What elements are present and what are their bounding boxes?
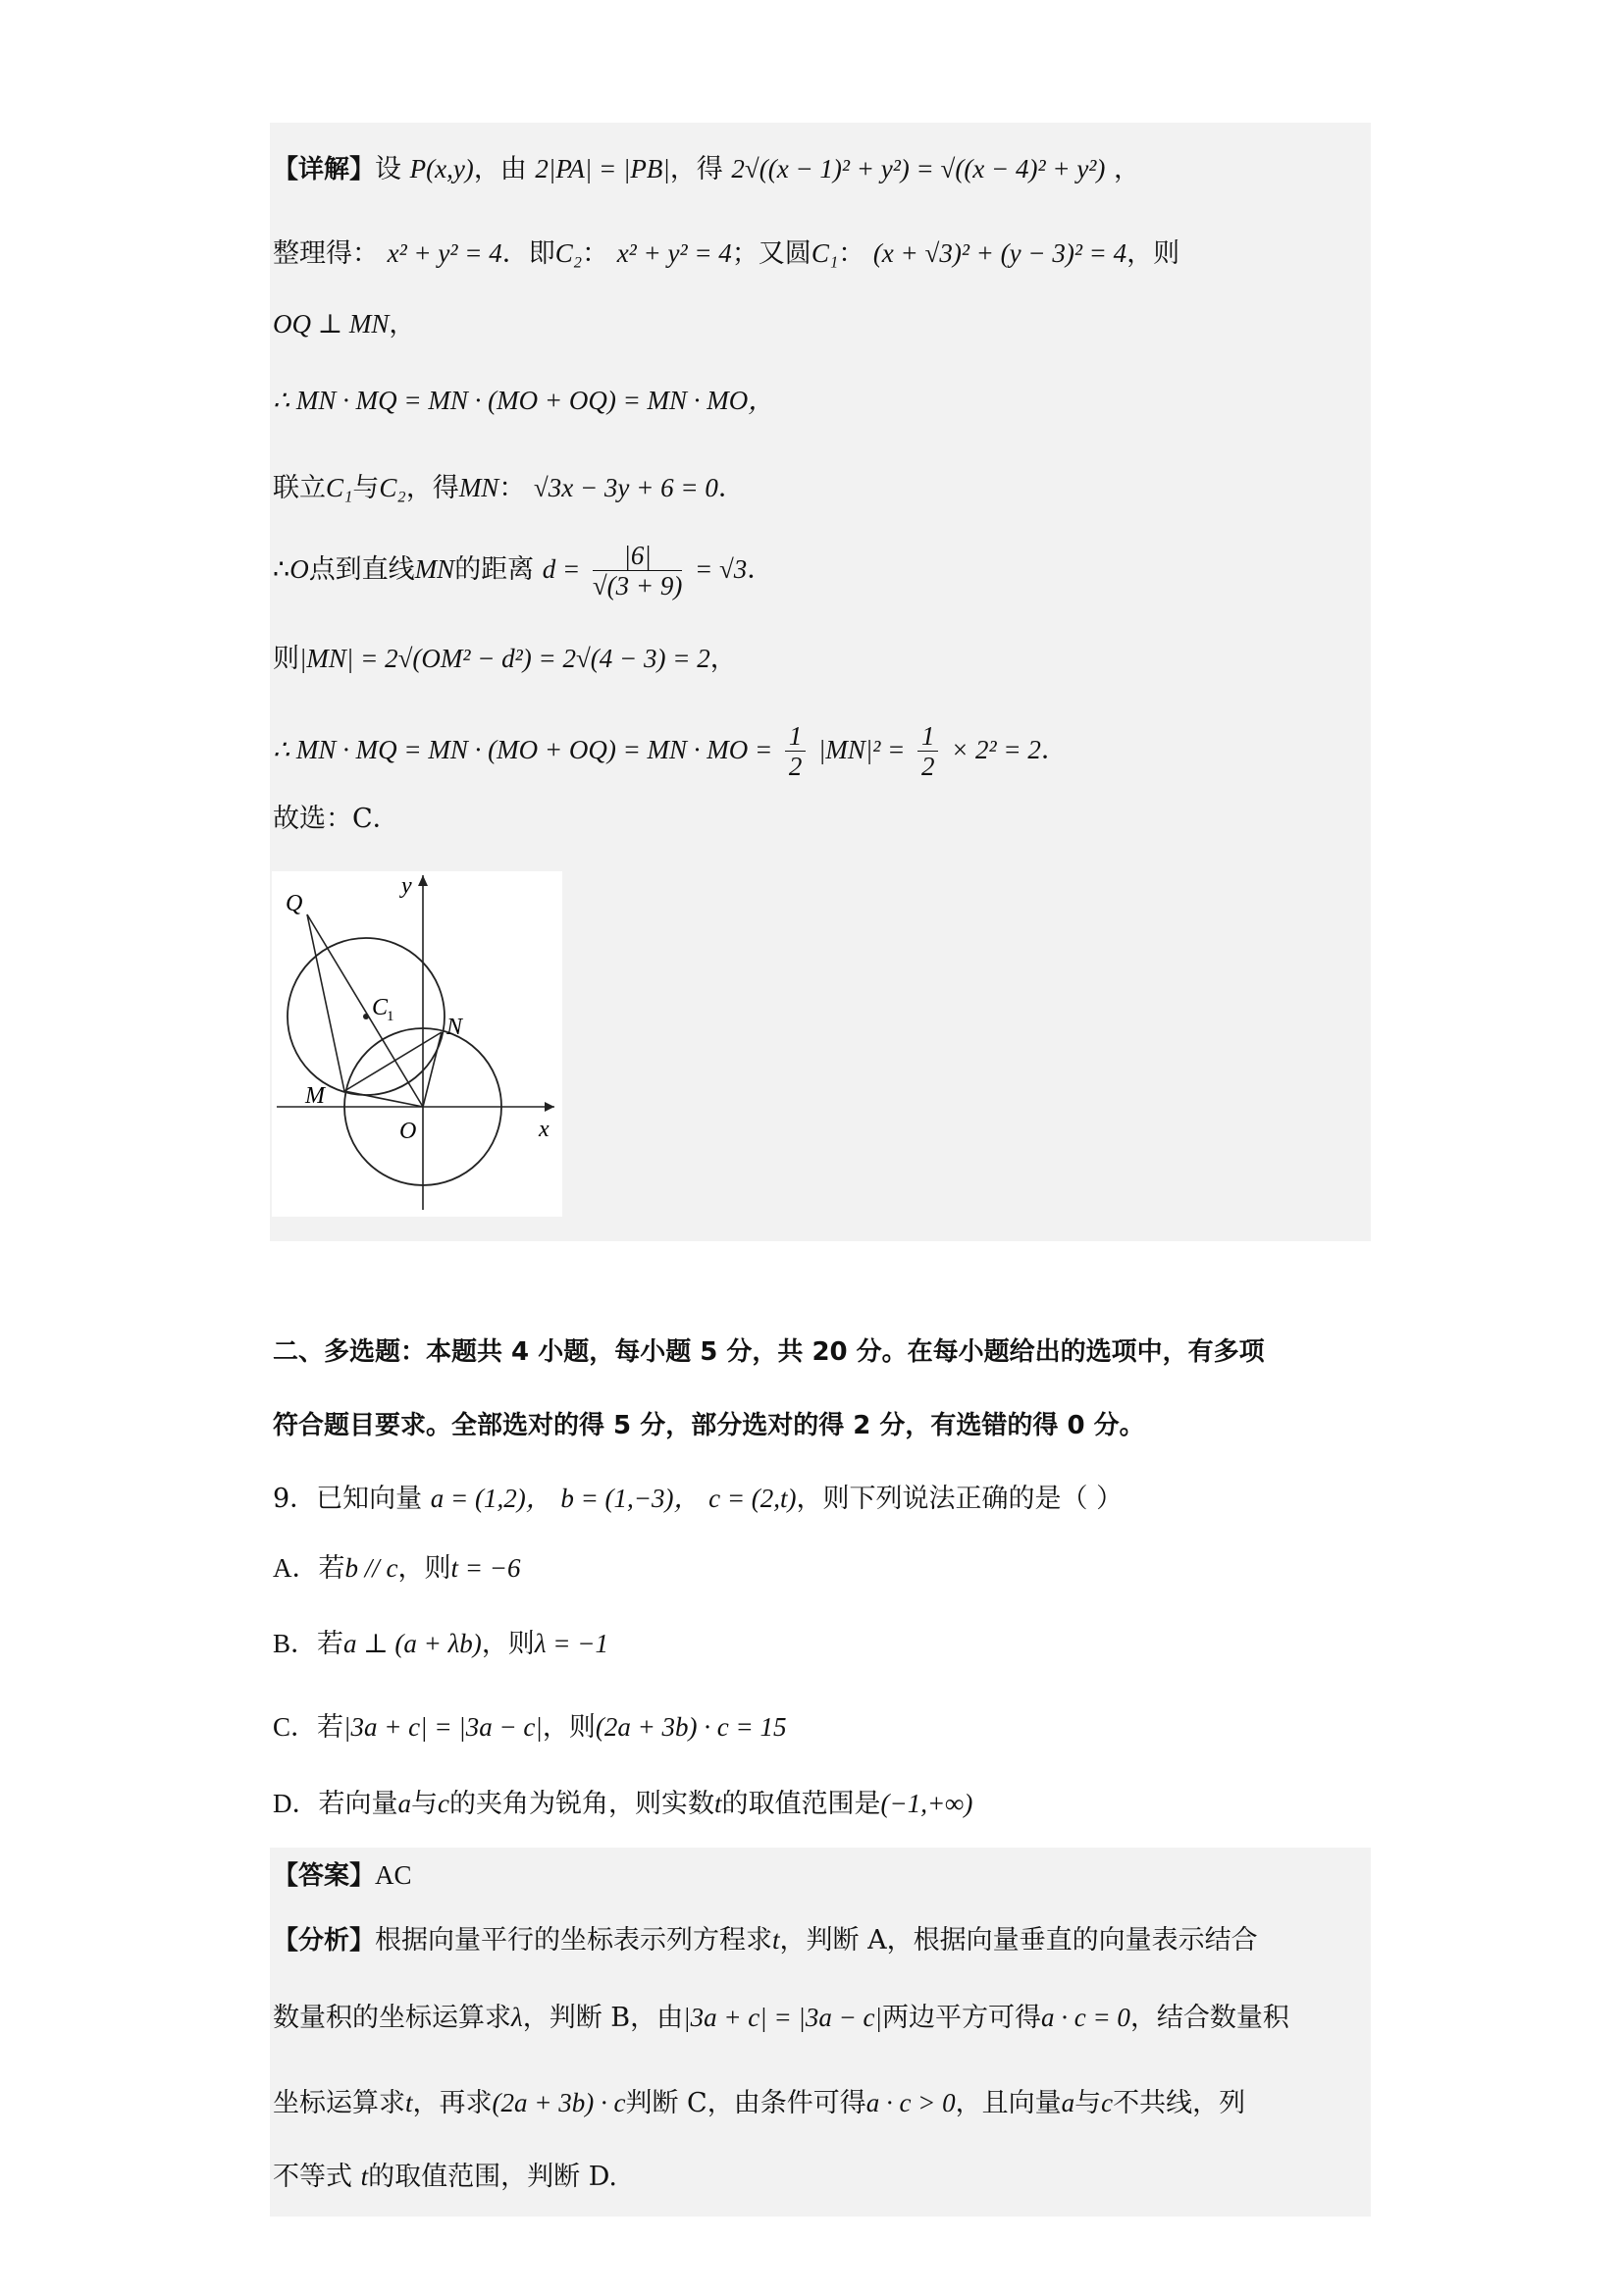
segment-NO: [423, 1032, 442, 1107]
solution-line-7: 则|MN| = 2√(OM² − d²) = 2√(4 − 3) = 2，: [273, 644, 737, 674]
section2-heading-1: 二、多选题：本题共 4 小题，每小题 5 分，共 20 分。在每小题给出的选项中，有多项: [273, 1337, 1265, 1367]
label-C1: C: [372, 995, 389, 1020]
option-B: B．若a ⊥ (a + λb)，则λ = −1: [273, 1629, 608, 1659]
y-axis-arrow: [418, 875, 428, 886]
label-M: M: [305, 1083, 325, 1109]
segment-QM: [307, 914, 344, 1091]
vector-product-line: ∴ MN · MQ = MN · (MO + OQ) = MN · MO，: [273, 386, 775, 415]
analysis-tag: 【分析】: [273, 1926, 376, 1956]
solution-line-9: 故选：C．: [273, 804, 399, 834]
solution-line-3: OQ ⊥ MN，: [273, 309, 416, 339]
label-N: N: [446, 1015, 463, 1040]
point-c1: [363, 1014, 369, 1019]
x-axis-arrow: [545, 1102, 554, 1112]
solution-line-1: 【详解】设 P(x,y)，由 2|PA| = |PB|，得 2√((x − 1)² + y²) = √((x − 4)² + y²) ，: [273, 154, 1140, 184]
detail-tag: 【详解】: [273, 155, 376, 184]
analysis-line-3: 坐标运算求t，再求(2a + 3b) · c判断 C，由条件可得a · c > 0，且向量a与c不共线，列: [273, 2088, 1246, 2118]
label-y: y: [401, 873, 412, 899]
solution-line-6: ∴O点到直线MN的距离 d = $\frac{|6|}{√(3 + 9)}$ = √3．: [273, 541, 774, 600]
question-9-stem: 9．已知向量 a = (1,2)， b = (1,−3)， c = (2,t)，则下列说法正确的是（ ）: [273, 1484, 1124, 1514]
solution-line-5: 联立C₁与C₂，得MN： √3x − 3y + 6 = 0．: [273, 473, 745, 503]
label-x: x: [539, 1117, 550, 1142]
option-D: D．若向量a与c的夹角为锐角，则实数t的取值范围是(−1,+∞): [273, 1789, 973, 1819]
label-O: O: [399, 1119, 417, 1144]
section2-heading-2: 符合题目要求。全部选对的得 5 分，部分选对的得 2 分，有选错的得 0 分。: [273, 1411, 1145, 1440]
solution-line-8: ∴ MN · MQ = MN · (MO + OQ) = MN · MO = $\frac{1}{2}$ |MN|² = $\frac{1}{2}$ × 2² = 2．: [273, 721, 1068, 781]
answer-value: AC: [375, 1860, 412, 1890]
option-C: C．若|3a + c| = |3a − c|，则(2a + 3b) · c = 15: [273, 1712, 787, 1743]
analysis-line-2: 数量积的坐标运算求λ，判断 B，由|3a + c| = |3a − c|两边平方可得a · c = 0，结合数量积: [273, 2003, 1289, 2033]
analysis-line-4: 不等式 t的取值范围，判断 D.: [273, 2162, 617, 2192]
solution-line-2: 整理得： x² + y² = 4．即C₂： x² + y² = 4；又圆C₁： (x + √3)² + (y − 3)² = 4，则: [273, 238, 1180, 269]
distance-fraction: $\frac{|6|}{√(3 + 9)}$: [592, 541, 683, 600]
solution-line-4: [273, 381, 774, 421]
answer-tag: 【答案】: [273, 1861, 376, 1891]
distance-equation: 2√((x − 1)² + y²) = √((x − 4)² + y²): [731, 154, 1106, 183]
answer-line: [273, 1855, 412, 1896]
geometry-figure: [272, 871, 562, 1217]
label-Q: Q: [286, 891, 303, 916]
figure-svg: [272, 871, 562, 1217]
analysis-line-1: 【分析】根据向量平行的坐标表示列方程求t，判断 A，根据向量垂直的向量表示结合: [273, 1925, 1258, 1956]
option-A: A．若b // c，则t = −6: [273, 1553, 521, 1584]
label-C1-sub: 1: [387, 1009, 394, 1024]
